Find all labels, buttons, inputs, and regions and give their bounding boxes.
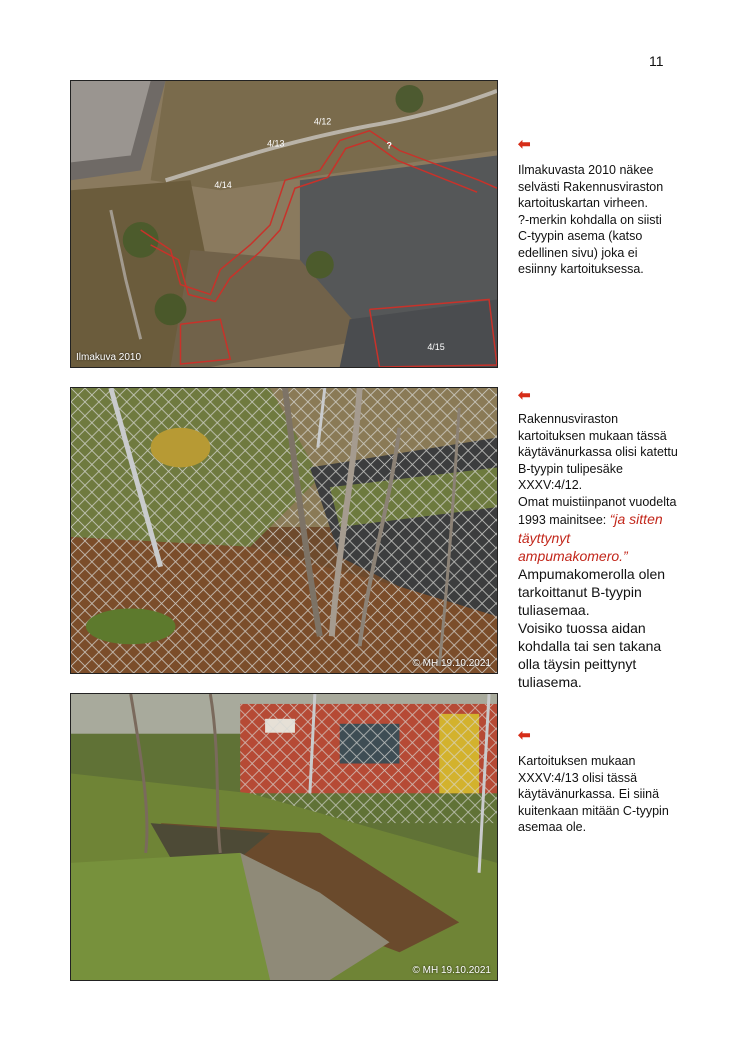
note-line: käytävänurkassa. Ei siinä: [518, 787, 660, 801]
quote-line: ampumakomero.”: [518, 547, 628, 564]
note-line: Ampumakomerolla olen: [518, 565, 666, 582]
page-number: 11: [649, 53, 664, 69]
note-line: ?-merkin kohdalla on siisti: [518, 212, 662, 227]
map-label-4-15: 4/15: [427, 342, 445, 353]
quote-line: täyttynyt: [518, 529, 571, 546]
note-line: Omat muistiinpanot vuodelta: [518, 494, 677, 509]
note-trench-corner: [518, 753, 708, 836]
note-line: asemaa ole.: [518, 820, 587, 834]
note-line: Kartoituksen mukaan: [518, 754, 636, 768]
photo-caption: Ilmakuva 2010: [76, 352, 142, 363]
arrow-left-icon: ⬅: [518, 727, 531, 744]
note-line: selvästi Rakennusviraston: [518, 179, 664, 194]
note-line: XXXV:4/12.: [518, 478, 583, 492]
note-line: tuliasema.: [518, 673, 582, 690]
note-line: Rakennusviraston: [518, 412, 619, 426]
note-line: esiinny kartoituksessa.: [518, 262, 644, 276]
trench-corner-photo: [70, 693, 498, 981]
note-mention-line: [518, 510, 708, 529]
note-line: XXXV:4/13 olisi tässä: [518, 770, 638, 785]
note-line: edellinen sivu) joka ei: [518, 245, 638, 260]
note-line: käytävänurkassa olisi katettu: [518, 445, 678, 459]
note-line: Voisiko tuossa aidan: [518, 619, 646, 636]
note-line: C-tyypin asema (katso: [518, 229, 643, 243]
note-line: B-tyypin tulipesäke: [518, 461, 623, 476]
note-aerial: [518, 162, 708, 278]
fence-corner-photo: [70, 387, 498, 674]
map-label-4-14: 4/14: [214, 180, 232, 191]
arrow-left-icon: ⬅: [518, 387, 531, 404]
note-line: kuitenkaan mitään C-tyypin: [518, 803, 669, 818]
note-line: olla täysin peittynyt: [518, 655, 637, 672]
note-fence-corner: [518, 411, 708, 691]
note-line: kohdalla tai sen takana: [518, 637, 662, 654]
note-line: kartoituksen mukaan tässä: [518, 428, 667, 443]
arrow-left-icon: ⬅: [518, 136, 531, 153]
quote-line: “ja sitten: [609, 511, 663, 527]
map-label-4-13: 4/13: [267, 138, 285, 149]
note-line: kartoituskartan virheen.: [518, 196, 648, 210]
map-label-4-12: 4/12: [313, 116, 332, 127]
aerial-photo: [70, 80, 498, 368]
map-label-question: ?: [386, 140, 392, 151]
photo-caption: © MH 19.10.2021: [412, 658, 491, 669]
note-mention-prefix: 1993 mainitsee:: [518, 513, 610, 527]
photo-caption: © MH 19.10.2021: [412, 965, 491, 976]
note-line: tarkoittanut B-tyypin: [518, 583, 642, 600]
note-line: tuliasemaa.: [518, 601, 590, 618]
note-line: Ilmakuvasta 2010 näkee: [518, 163, 654, 177]
